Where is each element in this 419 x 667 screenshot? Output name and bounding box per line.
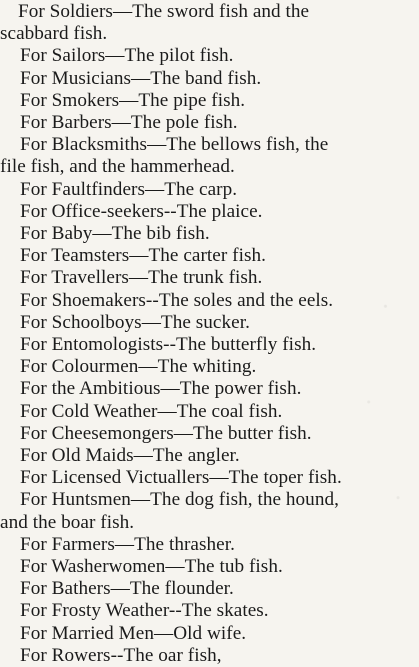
text-line: For Barbers—The pole fish. xyxy=(20,112,238,134)
text-line: For Schoolboys—The sucker. xyxy=(20,311,250,333)
text-line: For Old Maids—The angler. xyxy=(20,445,240,467)
text-line: For Washerwomen—The tub fish. xyxy=(20,556,283,578)
text-line: For Licensed Victuallers—The toper fish. xyxy=(20,467,342,489)
text-line: For Entomologists--The butterfly fish. xyxy=(20,334,317,356)
text-line: For Frosty Weather--The skates. xyxy=(20,600,269,622)
text-line: For Blacksmiths—The bellows fish, the xyxy=(20,134,329,156)
text-line: scabbard fish. xyxy=(0,23,108,45)
text-line: For Office-seekers--The plaice. xyxy=(20,200,263,222)
text-line: For Colourmen—The whiting. xyxy=(20,356,257,378)
text-line: For Farmers—The thrasher. xyxy=(20,533,235,555)
text-line: For Travellers—The trunk fish. xyxy=(20,267,263,289)
text-line: For Baby—The bib fish. xyxy=(20,223,210,245)
text-line: For Faultfinders—The carp. xyxy=(20,178,238,200)
text-line: For Cheesemongers—The butter fish. xyxy=(20,422,312,444)
text-line: For Smokers—The pipe fish. xyxy=(20,89,246,111)
text-line: For Rowers--The oar fish, xyxy=(20,644,222,666)
text-line: For Teamsters—The carter fish. xyxy=(20,245,266,267)
text-line: For Soldiers—The sword fish and the xyxy=(18,1,310,22)
text-line: For Cold Weather—The coal fish. xyxy=(20,400,283,422)
text-line: and the boar fish. xyxy=(0,511,135,533)
text-line: file fish, and the hammerhead. xyxy=(0,156,235,178)
text-line: For Musicians—The band fish. xyxy=(20,67,262,89)
text-line: For Bathers—The flounder. xyxy=(20,578,234,600)
text-line: For Huntsmen—The dog fish, the hound, xyxy=(20,489,339,511)
text-line: For Shoemakers--The soles and the eels. xyxy=(20,289,334,311)
text-line: For the Ambitious—The power fish. xyxy=(20,378,302,400)
text-line: For Sailors—The pilot fish. xyxy=(20,45,234,67)
text-line: For Married Men—Old wife. xyxy=(20,622,247,644)
